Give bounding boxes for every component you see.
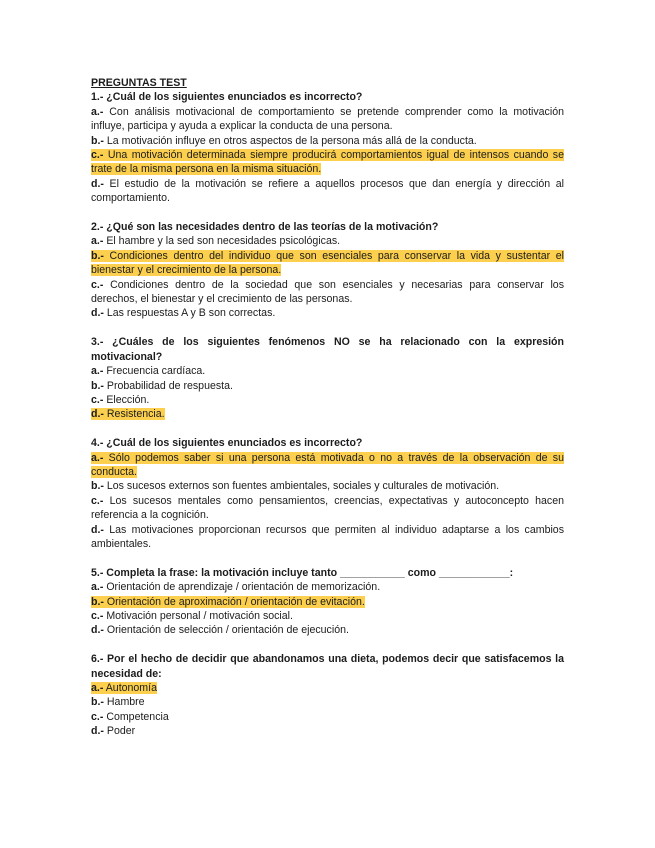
answer-option	[91, 105, 564, 134]
option-letter: b.-	[91, 595, 104, 608]
option-letter: c.-	[91, 393, 104, 406]
highlighted-answer	[91, 149, 564, 175]
answer-option	[91, 710, 564, 724]
answer-option	[91, 393, 564, 407]
highlighted-answer	[91, 408, 165, 420]
answer-option	[91, 494, 564, 523]
option-letter: d.-	[91, 624, 104, 637]
answer-text-wrap	[91, 696, 145, 708]
option-text: Frecuencia cardíaca.	[103, 365, 206, 378]
answer-option	[91, 623, 564, 637]
option-letter: a.-	[91, 235, 104, 248]
answer-text-wrap	[91, 279, 564, 305]
option-text: Autonomía	[103, 681, 157, 694]
answer-text-wrap	[91, 235, 340, 247]
option-letter: c.-	[91, 149, 104, 162]
question-2	[91, 220, 564, 321]
answer-option	[91, 695, 564, 709]
option-text: Condiciones dentro de la sociedad que son esenciales y necesarias para conservar los derechos, el bienestar y el crecimiento de las personas.	[91, 278, 564, 306]
question-text: 5.- Completa la frase: la motivación incluye tanto ___________ como ____________:	[91, 566, 514, 579]
option-letter: c.-	[91, 609, 104, 622]
option-text: Sólo podemos saber si una persona está motivada o no a través de la observación de su conducta.	[91, 451, 564, 478]
answer-text-wrap	[91, 307, 275, 319]
answer-text-wrap	[91, 480, 499, 492]
option-letter: a.-	[91, 451, 104, 464]
answer-text-wrap	[91, 610, 293, 622]
highlighted-answer	[91, 250, 564, 276]
highlighted-answer	[91, 596, 365, 608]
answer-option	[91, 580, 564, 594]
answer-option	[91, 148, 564, 177]
answer-option	[91, 451, 564, 480]
answer-option	[91, 278, 564, 307]
answer-option	[91, 681, 564, 695]
answer-text-wrap	[91, 624, 349, 636]
answer-option	[91, 609, 564, 623]
option-text: Poder	[103, 725, 136, 738]
option-letter: a.-	[91, 105, 104, 118]
question-3	[91, 335, 564, 421]
highlighted-answer	[91, 452, 564, 478]
answer-option	[91, 407, 564, 421]
option-text: Las respuestas A y B son correctas.	[103, 307, 276, 320]
answer-text-wrap	[91, 135, 477, 147]
option-text: El hambre y la sed son necesidades psicológicas.	[103, 235, 341, 248]
option-letter: b.-	[91, 249, 104, 262]
option-text: Hambre	[103, 696, 145, 709]
answer-option	[91, 523, 564, 552]
answer-option	[91, 249, 564, 278]
option-text: Motivación personal / motivación social.	[103, 609, 293, 622]
answer-option	[91, 724, 564, 738]
option-letter: c.-	[91, 494, 104, 507]
option-letter: a.-	[91, 681, 104, 694]
question-list	[91, 90, 564, 738]
answer-text-wrap	[91, 524, 564, 550]
option-letter: d.-	[91, 177, 104, 190]
option-letter: d.-	[91, 307, 104, 320]
answer-text-wrap	[91, 178, 564, 204]
answer-text-wrap	[91, 495, 564, 521]
answer-text-wrap	[91, 725, 135, 737]
option-letter: b.-	[91, 480, 104, 493]
option-letter: b.-	[91, 134, 104, 147]
answer-option	[91, 479, 564, 493]
option-text: Competencia	[103, 710, 169, 723]
document-title: PREGUNTAS TEST	[91, 77, 187, 89]
option-text: Los sucesos mentales como pensamientos, creencias, expectativas y autoconcepto hacen referencia a la cognición.	[91, 494, 564, 522]
option-text: Las motivaciones proporcionan recursos que permiten al individuo adaptarse a los cambios ambientales.	[91, 523, 564, 550]
option-text: Orientación de selección / orientación de ejecución.	[103, 624, 349, 637]
answer-text-wrap	[91, 394, 149, 406]
highlighted-answer	[91, 682, 157, 694]
option-text: Resistencia.	[103, 408, 165, 421]
option-letter: d.-	[91, 725, 104, 738]
option-letter: a.-	[91, 365, 104, 378]
answer-text-wrap	[91, 365, 205, 377]
question-text: 3.- ¿Cuáles de los siguientes fenómenos NO se ha relacionado con la expresión motivacional?	[91, 336, 564, 363]
answer-text-wrap	[91, 380, 233, 392]
option-letter: b.-	[91, 696, 104, 709]
option-letter: c.-	[91, 278, 104, 291]
question-text: 2.- ¿Qué son las necesidades dentro de las teorías de la motivación?	[91, 221, 439, 234]
question-text: 6.- Por el hecho de decidir que abandonamos una dieta, podemos decir que satisfacemos la necesidad de:	[91, 653, 564, 680]
answer-option	[91, 177, 564, 206]
question-1	[91, 90, 564, 205]
option-text: Elección.	[103, 393, 150, 406]
question-4	[91, 436, 564, 551]
answer-text-wrap	[91, 711, 169, 723]
option-text: El estudio de la motivación se refiere a aquellos procesos que dan energía y dirección al comportamiento.	[91, 177, 564, 205]
answer-option	[91, 379, 564, 393]
option-letter: c.-	[91, 710, 104, 723]
answer-text-wrap	[91, 106, 564, 132]
option-text: Condiciones dentro del individuo que son esenciales para conservar la vida y sustentar el bienestar y el crecimiento de la persona.	[91, 249, 564, 277]
answer-option	[91, 595, 564, 609]
option-letter: d.-	[91, 523, 104, 536]
question-5	[91, 566, 564, 638]
answer-option	[91, 364, 564, 378]
option-text: Probabilidad de respuesta.	[103, 379, 233, 392]
question-text: 1.- ¿Cuál de los siguientes enunciados es incorrecto?	[91, 91, 363, 104]
option-letter: a.-	[91, 581, 104, 594]
option-text: Orientación de aprendizaje / orientación de memorización.	[103, 581, 381, 594]
document-content	[91, 76, 564, 753]
answer-option	[91, 134, 564, 148]
option-text: Con análisis motivacional de comportamiento se pretende comprender como la motivación influye, participa y ayuda a explicar la conducta de una persona.	[91, 105, 564, 133]
answer-text-wrap	[91, 581, 380, 593]
option-text: La motivación influye en otros aspectos de la persona más allá de la conducta.	[103, 134, 477, 147]
option-text: Orientación de aproximación / orientación de evitación.	[103, 595, 365, 608]
question-6	[91, 652, 564, 738]
question-text: 4.- ¿Cuál de los siguientes enunciados es incorrecto?	[91, 437, 363, 450]
option-text: Una motivación determinada siempre producirá comportamientos igual de intensos cuando se trate de la misma persona en la misma situación.	[91, 149, 564, 176]
option-letter: d.-	[91, 408, 104, 421]
answer-option	[91, 234, 564, 248]
option-text: Los sucesos externos son fuentes ambientales, sociales y culturales de motivación.	[103, 480, 500, 493]
option-letter: b.-	[91, 379, 104, 392]
answer-option	[91, 306, 564, 320]
